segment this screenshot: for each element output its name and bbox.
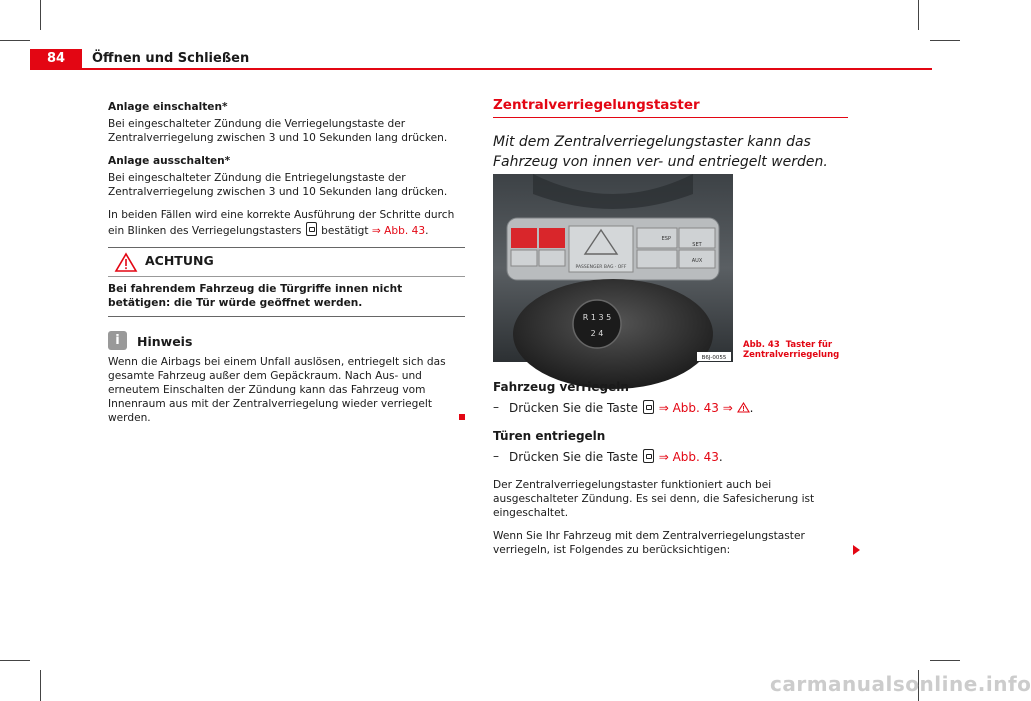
confirm-post: bestätigt [321,225,369,237]
unlock-button[interactable] [539,228,565,248]
unlock-key-icon [643,449,654,463]
page-number: 84 [30,49,82,68]
off-heading: Anlage ausschalten* [108,155,231,167]
end-marker-icon [459,414,465,420]
continue-arrow-icon [853,545,860,555]
fig-gears-top: R 1 3 5 [582,313,612,322]
paragraph-2 [493,529,848,557]
crop-mark [0,660,30,661]
lock-step: – Drücken Sie die Taste ⇒ Abb. 43 ⇒ . [493,400,848,415]
lock-step-text: Drücken Sie die Taste [509,401,639,415]
figure-link[interactable]: ⇒ Abb. 43 [371,225,426,237]
end-marker-row [108,414,465,420]
figure-caption-text: Taster für Zentralverriegelung [743,340,840,360]
instructions [493,380,848,566]
unlock-step-text: Drücken Sie die Taste [509,450,639,464]
right-column [493,97,848,556]
warning-header [108,248,465,277]
crop-mark [40,670,41,701]
lock-key-icon [643,400,654,414]
hint-title: Hinweis [137,334,193,349]
figure-link[interactable]: ⇒ Abb. 43 ⇒ [658,401,733,415]
crop-mark [40,0,41,30]
warning-title: ACHTUNG [145,253,214,268]
warning-triangle-icon [115,253,137,272]
footer-watermark: carmanualsonline.info [770,672,1031,696]
figure-caption [743,340,853,360]
lock-key-icon [306,222,317,236]
section-intro: Mit dem Zentralverriegelungstaster kann das Fahrzeug von innen ver- und entriegelt werden. [493,134,828,170]
left-column [108,100,465,424]
fig-set-label: SET [692,242,702,248]
fig-code: B6J-0055 [701,355,727,361]
info-icon: i [108,331,127,350]
header-rule [30,68,932,70]
paragraph-2-text: Wenn Sie Ihr Fahrzeug mit dem Zentralverriegelungstaster verriegeln, ist Folgendes zu berücksichtigen: [493,530,805,556]
warning-text: Bei fahrendem Fahrzeug die Türgriffe innen nicht betätigen: die Tür würde geöffnet werden. [108,283,403,309]
chapter-title: Öffnen und Schließen [92,51,250,66]
off-text: Bei eingeschalteter Zündung die Entriegelungstaste der Zentralverriegelung zwischen 3 und 10 Sekunden lang drücken. [108,172,448,198]
fig-passenger-label: PASSENGER BAG · OFF [575,265,627,270]
confirm-text [108,208,465,238]
figure-link[interactable]: ⇒ Abb. 43 [658,450,719,464]
warning-triangle-icon[interactable] [737,402,750,413]
paragraph-1: Der Zentralverriegelungstaster funktioniert auch bei ausgeschalteter Zündung. Es sei denn, die Safesicherung ist eingeschaltet. [493,479,815,519]
crop-mark [0,40,30,41]
crop-mark [918,0,919,30]
confirm-pre: In beiden Fällen wird eine korrekte Ausführung der Schritte durch ein Blinken des Verriegelungstasters [108,209,455,237]
on-text: Bei eingeschalteter Zündung die Verriegelungstaste der Zentralverriegelung zwischen 3 und 10 Sekunden lang drücken. [108,118,448,144]
fig-esp-label: ESP [661,236,671,242]
warning-box [108,247,465,317]
crop-mark [930,40,960,41]
unlock-step: – Drücken Sie die Taste ⇒ Abb. 43. [493,449,848,464]
on-heading: Anlage einschalten* [108,101,228,113]
hint-header [108,331,465,355]
fig-aux-label: AUX [691,258,703,264]
confirm-end: . [425,225,429,237]
figure-label: Abb. 43 [743,340,780,350]
section-title: Zentralverriegelungstaster [493,98,848,118]
figure-console-photo [493,174,733,362]
unlock-heading: Türen entriegeln [493,429,606,443]
lock-heading: Fahrzeug verriegeln [493,380,629,394]
hint-body: Wenn die Airbags bei einem Unfall auslösen, entriegelt sich das gesamte Fahrzeug außer dem Gepäckraum. Nach Aus- und erneutem Einschalten der Zündung kann das Fahrzeug vom Innenraum aus mit der Zentralverriegelung wieder verriegelt werden. [108,356,446,424]
lock-button[interactable] [511,228,537,248]
fig-gears-bottom: 2 4 [590,329,604,338]
crop-mark [930,660,960,661]
